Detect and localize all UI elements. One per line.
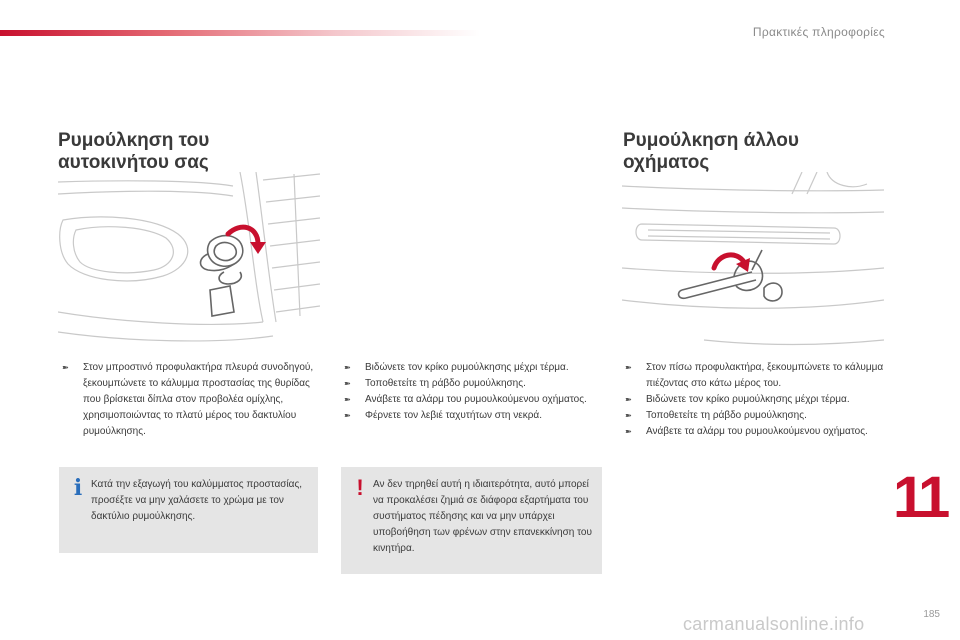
page-number: 185	[923, 609, 940, 620]
chapter-header: Πρακτικές πληροφορίες	[752, 25, 885, 39]
arrow-right-icon: ➽	[344, 411, 351, 420]
arrow-right-icon: ➽	[625, 427, 632, 436]
instructions-other-vehicle	[623, 360, 888, 440]
info-note	[59, 467, 318, 553]
list-item	[342, 360, 604, 376]
info-icon: i	[73, 475, 83, 501]
title-line: Ρυμούλκηση του	[58, 130, 210, 151]
list-item	[342, 376, 604, 392]
instruction-text: Στον μπροστινό προφυλακτήρα πλευρά συνοδηγού, ξεκουμπώνετε το κάλυμμα προστασίας της θυρίδας που βρίσκεται δίπλα στον προβολέα ομίχλης, χρησιμοποιώντας το πλατύ μέρος του δακτυλίου ρυμούλκησης.	[83, 362, 314, 437]
chapter-number: 11	[893, 465, 947, 530]
list-item	[623, 392, 888, 408]
header-accent-bar	[0, 30, 480, 36]
watermark: carmanualsonline.info	[683, 614, 865, 634]
instruction-text: Φέρνετε τον λεβιέ ταχυτήτων στη νεκρά.	[365, 410, 542, 421]
arrow-right-icon: ➽	[625, 411, 632, 420]
section-title-own-vehicle	[58, 130, 209, 174]
instructions-own-vehicle	[60, 360, 322, 440]
info-note-text: Κατά την εξαγωγή του καλύμματος προστασίας, προσέξτε να μην χαλάσετε το χρώμα με τον δακτύλιο ρυμούλκησης.	[91, 479, 303, 522]
instructions-own-vehicle-continued	[342, 360, 604, 424]
warning-icon: !	[356, 475, 364, 500]
arrow-right-icon: ➽	[625, 363, 632, 372]
section-title-other-vehicle	[623, 130, 799, 174]
title-line: αυτοκινήτου σας	[58, 152, 209, 173]
arrow-right-icon: ➽	[344, 379, 351, 388]
instruction-text: Ανάβετε τα αλάρμ του ρυμουλκούμενου οχήματος.	[646, 426, 868, 437]
list-item	[342, 408, 604, 424]
instruction-text: Στον πίσω προφυλακτήρα, ξεκουμπώνετε το κάλυμμα πιέζοντας στο κάτω μέρος του.	[646, 362, 884, 389]
instruction-text: Ανάβετε τα αλάρμ του ρυμουλκούμενου οχήματος.	[365, 394, 587, 405]
list-item	[623, 360, 888, 392]
warning-note	[341, 467, 602, 574]
instruction-text: Τοποθετείτε τη ράβδο ρυμούλκησης.	[646, 410, 807, 421]
title-line: οχήματος	[623, 152, 710, 173]
instruction-text: Βιδώνετε τον κρίκο ρυμούλκησης μέχρι τέρμα.	[646, 394, 850, 405]
list-item	[623, 408, 888, 424]
instruction-text: Βιδώνετε τον κρίκο ρυμούλκησης μέχρι τέρμα.	[365, 362, 569, 373]
front-bumper-towing-illustration	[58, 172, 320, 348]
warning-note-text: Αν δεν τηρηθεί αυτή η ιδιαιτερότητα, αυτό μπορεί να προκαλέσει ζημιά σε διάφορα εξαρτήματα του συστήματος πέδησης και να μην υπάρχει υποβοήθηση των φρένων στην επανεκκίνηση του κινητήρα.	[373, 479, 592, 554]
rear-bumper-towing-illustration	[622, 172, 884, 348]
arrow-right-icon: ➽	[625, 395, 632, 404]
list-item	[60, 360, 322, 440]
arrow-right-icon: ➽	[344, 395, 351, 404]
arrow-right-icon: ➽	[62, 363, 69, 372]
arrow-right-icon: ➽	[344, 363, 351, 372]
title-line: Ρυμούλκηση άλλου	[623, 130, 799, 151]
list-item	[623, 424, 888, 440]
instruction-text: Τοποθετείτε τη ράβδο ρυμούλκησης.	[365, 378, 526, 389]
list-item	[342, 392, 604, 408]
